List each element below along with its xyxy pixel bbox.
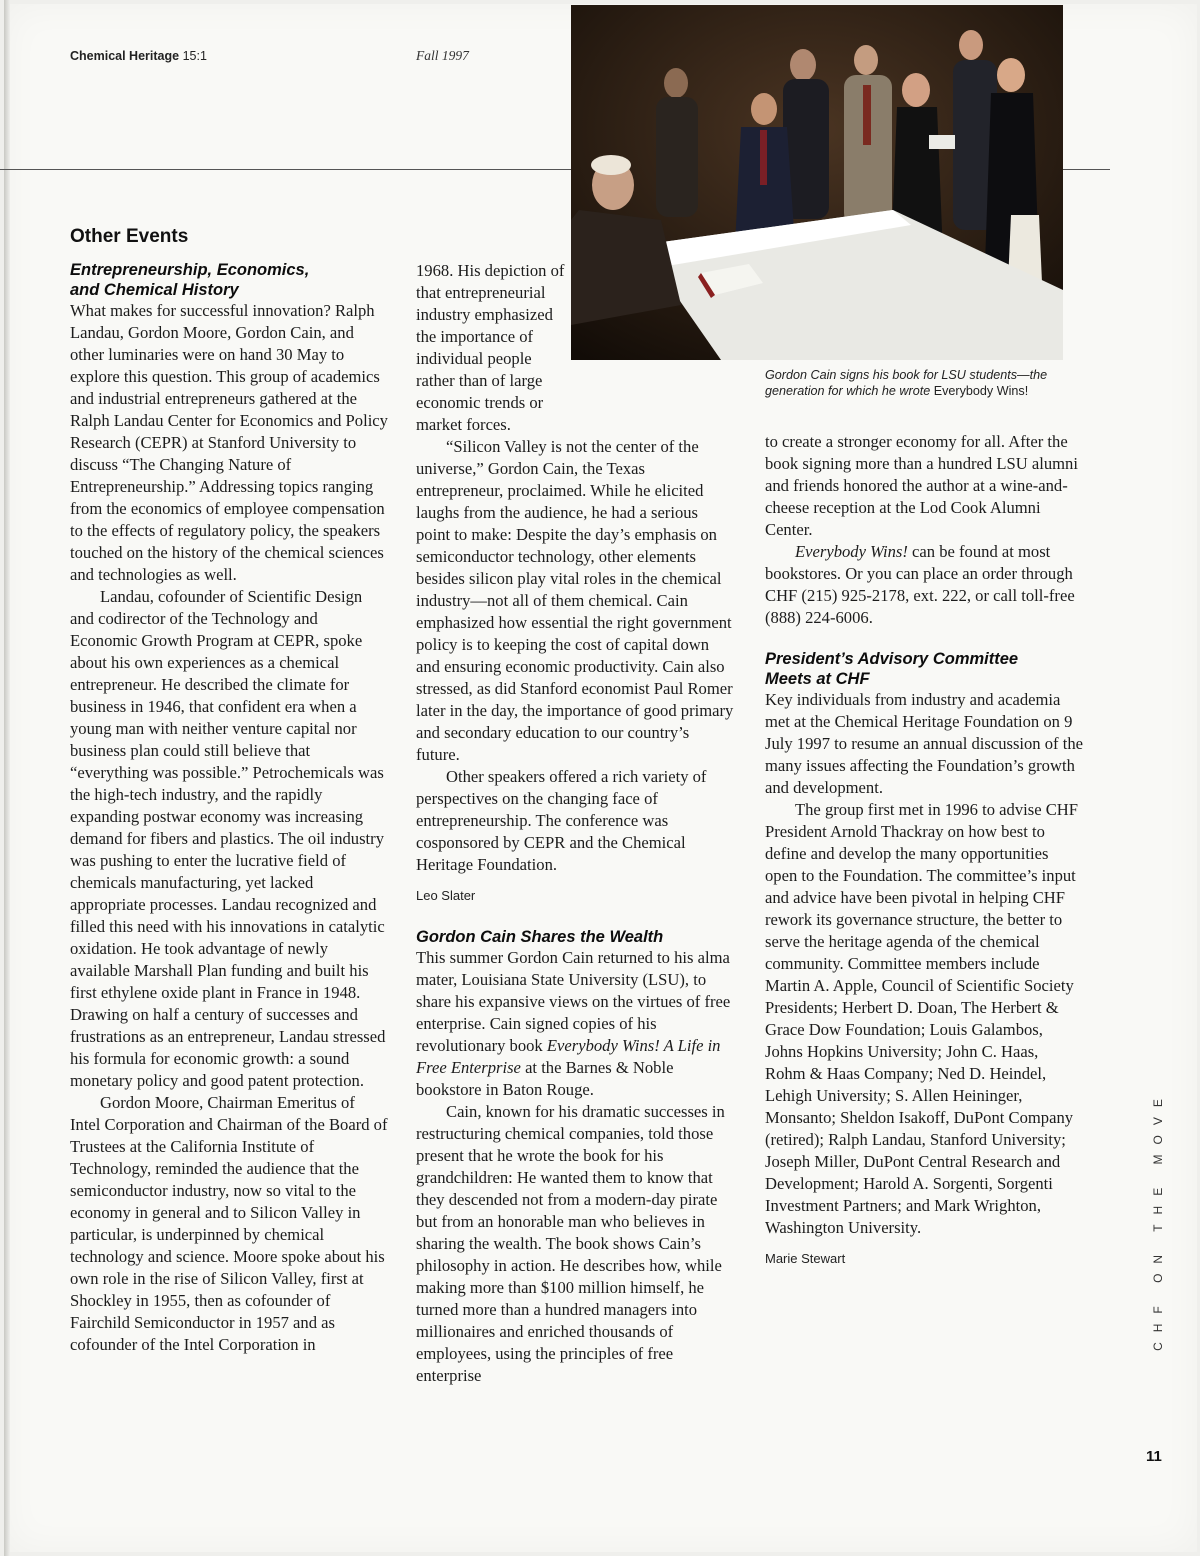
running-header-date: Fall 1997 bbox=[416, 48, 469, 63]
paragraph: This summer Gordon Cain returned to his alma mater, Louisiana State University (LSU), to share his expansive views on the virtues of free enterprise. Cain signed copies of his revolutionary book Everybody Wins! A Life in Free Enterprise at the Barnes & Noble bookstore in Baton Rouge. bbox=[416, 948, 731, 1099]
paragraph: 1968. His depiction of that entrepreneurial industry emphasized the importance of individual people rather than of large economic trends or market forces. bbox=[416, 261, 565, 434]
page-number: 11 bbox=[1146, 1448, 1162, 1465]
paragraph: Everybody Wins! can be found at most bookstores. Or you can place an order through CHF (215) 925-2178, ext. 222, or call toll-free (888) 224-6006. bbox=[765, 542, 1075, 627]
paragraph: “Silicon Valley is not the center of the universe,” Gordon Cain, the Texas entrepreneur, proclaimed. While he elicited laughs from the audience, he had a serious point to make: Despite the day’s emphasis on semiconductor technology, other elements besides silicon play vital roles in the chemical industry—not all of them chemical. Cain emphasized how essential the right government policy is to keeping the cost of capital down and ensuring economic productivity. Cain also stressed, as did Stanford economist Paul Romer later in the day, the importance of good primary and secondary education to our country’s future. bbox=[416, 437, 734, 764]
running-header-journal: Chemical Heritage 15:1 bbox=[70, 49, 207, 63]
author-byline: Marie Stewart bbox=[765, 1251, 846, 1266]
article-heading-entrepreneurship: Entrepreneurship, Economics, and Chemical History bbox=[70, 261, 310, 299]
paragraph: Landau, cofounder of Scientific Design and codirector of the Technology and Economic Growth Program at CEPR, spoke about his own experiences as a chemical entrepreneur. He described the climate for business in 1946, that confident era when a young man with neither venture capital nor business plan could still believe that “everything was possible.” Petrochemicals was the high-tech industry, and the rapidly expanding postwar economy was increasing demand for fibers and plastics. The oil industry was pushing to enter the lucrative field of chemicals manufacturing, yet lacked appropriate processes. Landau recognized and filled this need with his innovations in catalytic oxidation. He took advantage of newly available Marshall Plan funding and built his first ethylene oxide plant in France in 1948. Drawing on half a century of successes and frustrations as an entrepreneur, Landau stressed his formula for economic growth: a sound monetary policy and good patent protection. bbox=[70, 587, 386, 1090]
article-heading-cain: Gordon Cain Shares the Wealth bbox=[416, 928, 664, 946]
paragraph: The group first met in 1996 to advise CHF President Arnold Thackray on how best to define and develop the many opportunities open to the Foundation. The committee’s input and advice have been pivotal in helping CHF rework its governance structure, the better to serve the heritage agenda of the chemical community. Committee members include Martin A. Apple, Council of Scientific Society Presidents; Herbert D. Doan, The Herbert & Grace Dow Foundation; Louis Galambos, Johns Hopkins University; John C. Haas, Rohm & Haas Company; Ned D. Heindel, Lehigh University; S. Allen Heininger, Monsanto; Sheldon Isakoff, DuPont Company (retired); Ralph Landau, Stanford University; Joseph Miller, DuPont Central Research and Development; Harold A. Sorgenti, Sorgenti Investment Partners; and Mark Wrighton, Washington University. bbox=[765, 800, 1078, 1237]
section-side-label: CHF ON THE MOVE bbox=[1151, 1089, 1165, 1351]
article-heading-advisory: President’s Advisory Committee Meets at CHF bbox=[765, 650, 1019, 688]
paragraph: Key individuals from industry and academia met at the Chemical Heritage Foundation on 9 July 1997 to resume an annual discussion of the many issues affecting the Foundation’s growth and development. bbox=[765, 690, 1083, 797]
binding-shadow bbox=[4, 0, 10, 1556]
photo-caption: Gordon Cain signs his book for LSU students—the generation for which he wrote Everybody Wins! bbox=[765, 368, 1048, 398]
author-byline: Leo Slater bbox=[416, 888, 476, 903]
column-1 bbox=[70, 260, 388, 1356]
section-title: Other Events bbox=[70, 226, 189, 247]
column-2 bbox=[416, 260, 734, 1387]
paragraph: What makes for successful innovation? Ralph Landau, Gordon Moore, Gordon Cain, and other luminaries were on hand 30 May to explore this question. This group of academics and industrial entrepreneurs gathered at the Ralph Landau Center for Economics and Policy Research (CEPR) at Stanford University to discuss “The Changing Nature of Entrepreneurship.” Addressing topics ranging from the economics of employee compensation to the effects of regulatory policy, the speakers touched on the history of the chemical sciences and technologies as well. bbox=[70, 301, 388, 584]
paragraph: Gordon Moore, Chairman Emeritus of Intel Corporation and Chairman of the Board of Trustees at the California Institute of Technology, reminded the audience that the semiconductor industry, now so vital to the economy in general and to Silicon Valley in particular, is underpinned by chemical technology and science. Moore spoke about his own role in the rise of Silicon Valley, first at Shockley in 1955, then as cofounder of Fairchild Semiconductor in 1957 and as cofounder of the Intel Corporation in bbox=[70, 1093, 388, 1354]
column-3 bbox=[765, 431, 1083, 1270]
paragraph: Cain, known for his dramatic successes in restructuring chemical companies, told those present that he wrote the book for his grandchildren: He wanted them to know that they descended not from a modern-day pirate but from an honorable man who believes in sharing the wealth. The book shows Cain’s philosophy in action. He describes how, while making more than $100 million himself, he turned more than a hundred managers into millionaires and enriched thousands of employees, using the principles of free enterprise bbox=[416, 1102, 725, 1385]
paragraph: to create a stronger economy for all. After the book signing more than a hundred LSU alumni and friends honored the author at a wine-and-cheese reception at the Lod Cook Alumni Center. bbox=[765, 432, 1078, 539]
paragraph: Other speakers offered a rich variety of perspectives on the changing face of entrepreneurship. The conference was cosponsored by CEPR and the Chemical Heritage Foundation. bbox=[416, 767, 707, 874]
